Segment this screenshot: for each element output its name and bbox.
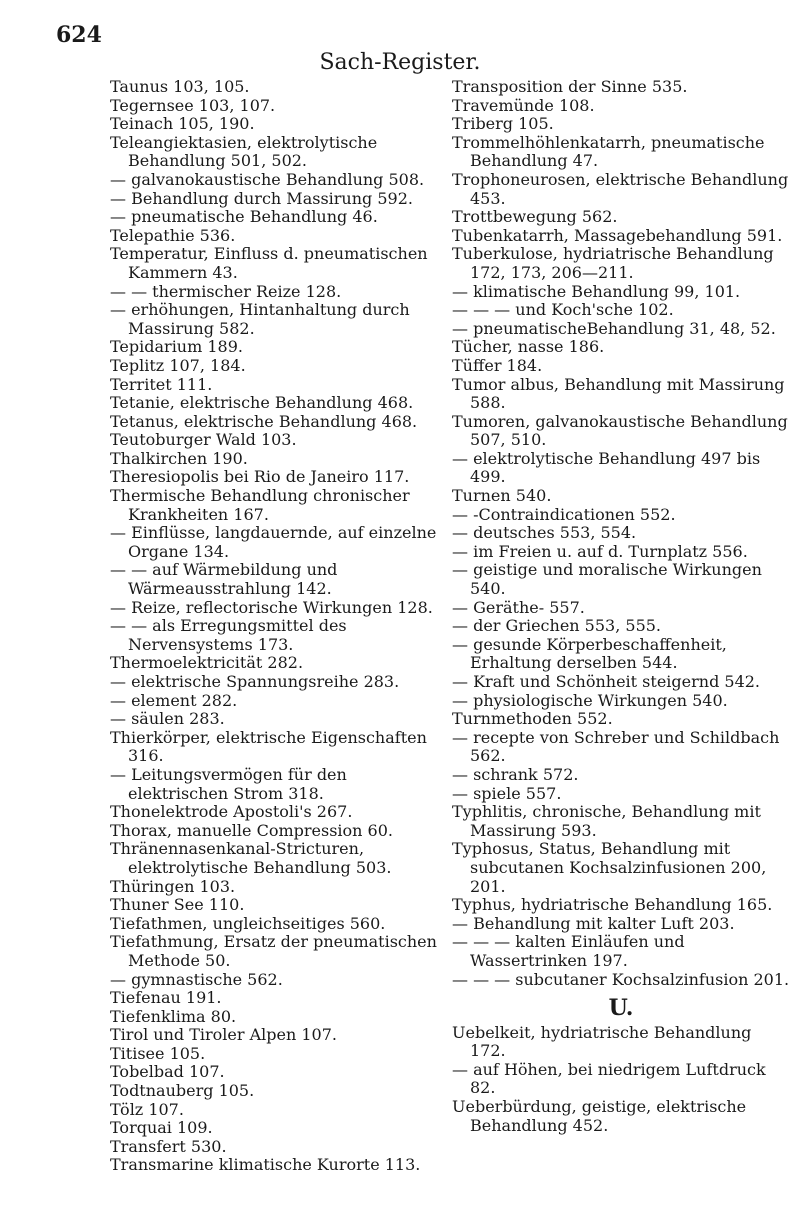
index-entry: Todtnauberg 105.	[110, 1081, 255, 1101]
index-entry: — — thermischer Reize 128.	[110, 281, 342, 301]
index-entry: Tetanus, elektrische Behandlung 468.	[110, 411, 418, 431]
index-entry: — deutsches 553, 554.	[452, 523, 637, 543]
index-entry: Theresiopolis bei Rio de Janeiro 117.	[110, 467, 410, 487]
index-entry: Tuberkulose, hydriatrische Behandlung 172, 173, 206—211.	[452, 244, 774, 282]
index-entry: Thorax, manuelle Compression 60.	[110, 820, 393, 840]
index-entry: Typhosus, Status, Behandlung mit subcutanen Kochsalzinfusionen 200, 201.	[452, 839, 767, 896]
index-entry: Torquai 109.	[110, 1118, 213, 1138]
index-entry: Teinach 105, 190.	[110, 114, 255, 134]
index-entry: Tobelbad 107.	[110, 1062, 225, 1082]
index-entry: — Behandlung durch Massirung 592.	[110, 188, 413, 208]
index-entry: Titisee 105.	[110, 1043, 206, 1063]
index-entry: Taunus 103, 105.	[110, 77, 250, 96]
index-entry: Transfert 530.	[110, 1136, 227, 1156]
index-entry: Tepidarium 189.	[110, 337, 243, 357]
index-entry: — Kraft und Schönheit steigernd 542.	[452, 672, 761, 691]
index-entry: Territet 111.	[110, 374, 213, 394]
index-entry: Tiefenau 191.	[110, 988, 222, 1008]
index-entry: Tumor albus, Behandlung mit Massirung 588.	[452, 374, 785, 413]
index-entry: Temperatur, Einfluss d. pneumatischen Kammern 43.	[110, 244, 428, 282]
index-entry: — Geräthe- 557.	[452, 597, 585, 617]
running-header: Sach-Register.	[319, 50, 481, 75]
index-section-t	[452, 78, 790, 989]
index-entry: — Leitungsvermögen für den elektrischen Strom 318.	[110, 764, 347, 803]
index-entry: Tumoren, galvanokaustische Behandlung 507, 510.	[452, 411, 788, 450]
index-entry: — auf Höhen, bei niedrigem Luftdruck 82.	[452, 1059, 766, 1098]
index-section-u	[452, 1024, 790, 1136]
index-entry: — gesunde Körperbeschaffenheit, Erhaltung derselben 544.	[452, 634, 727, 673]
index-entry: — gymnastische 562.	[110, 969, 283, 989]
index-entry: — klimatische Behandlung 99, 101.	[452, 281, 741, 301]
index-entry: Thermische Behandlung chronischer Krankheiten 167.	[110, 486, 410, 524]
index-entry: Typhus, hydriatrische Behandlung 165.	[452, 895, 773, 915]
index-entry: — elektrische Spannungsreihe 283.	[110, 672, 400, 691]
index-entry: — geistige und moralische Wirkungen 540.	[452, 560, 762, 599]
index-entry: Transposition der Sinne 535.	[452, 77, 688, 96]
index-entry: — schrank 572.	[452, 764, 579, 784]
index-entry: — recepte von Schreber und Schildbach 562.	[452, 727, 780, 766]
index-entry: Tölz 107.	[110, 1099, 184, 1119]
index-entry: — Behandlung mit kalter Luft 203.	[452, 913, 735, 933]
index-entry: Teplitz 107, 184.	[110, 355, 246, 375]
index-entry: Telepathie 536.	[110, 225, 236, 245]
index-entry: Uebelkeit, hydriatrische Behandlung 172.	[452, 1022, 752, 1061]
index-entry: — spiele 557.	[452, 783, 562, 803]
index-entry: — -Contraindicationen 552.	[452, 504, 676, 524]
index-entry: — säulen 283.	[110, 709, 225, 729]
index-entry: Triberg 105.	[452, 114, 554, 134]
index-entry: Thüringen 103.	[110, 876, 236, 896]
index-entry: Tiefathmung, Ersatz der pneumatischen Methode 50.	[110, 932, 437, 970]
index-entry: — pneumatischeBehandlung 31, 48, 52.	[452, 318, 776, 338]
index-entry: Teleangiektasien, elektrolytische Behandlung 501, 502.	[110, 132, 378, 171]
index-entry: Turnen 540.	[452, 486, 552, 506]
index-entry: Tiefathmen, ungleichseitiges 560.	[110, 913, 386, 933]
index-entry: Tiefenklima 80.	[110, 1006, 237, 1026]
index-entry: Thierkörper, elektrische Eigenschaften 316.	[110, 727, 427, 766]
index-entry: — galvanokaustische Behandlung 508.	[110, 169, 425, 189]
index-entry: Typhlitis, chronische, Behandlung mit Massirung 593.	[452, 802, 761, 840]
index-entry: Thermoelektricität 282.	[110, 653, 304, 673]
index-entry: — Einflüsse, langdauernde, auf einzelne Organe 134.	[110, 523, 437, 561]
index-entry: — — — subcutaner Kochsalzinfusion 201.	[452, 969, 790, 989]
index-entry: Turnmethoden 552.	[452, 709, 613, 729]
index-entry: Trottbewegung 562.	[452, 207, 618, 227]
index-entry: Tegernsee 103, 107.	[110, 95, 276, 115]
index-entry: Ueberbürdung, geistige, elektrische Behandlung 452.	[452, 1097, 747, 1135]
index-column-left	[110, 78, 448, 1175]
index-entry: — erhöhungen, Hintanhaltung durch Massirung 582.	[110, 300, 410, 338]
index-entry: — der Griechen 553, 555.	[452, 616, 662, 636]
index-entry: — element 282.	[110, 690, 238, 710]
index-column-right	[452, 78, 790, 1135]
index-entry: Teutoburger Wald 103.	[110, 430, 297, 450]
index-entry: Tücher, nasse 186.	[452, 337, 605, 357]
page-number: 624	[56, 22, 102, 48]
index-entry: Thalkirchen 190.	[110, 448, 248, 468]
index-entry: — — auf Wärmebildung und Wärmeausstrahlung 142.	[110, 560, 338, 599]
index-entry: — pneumatische Behandlung 46.	[110, 207, 378, 227]
index-entry: — — — und Koch'sche 102.	[452, 300, 674, 320]
index-entry: Thränennasenkanal-Stricturen, elektrolytische Behandlung 503.	[110, 839, 392, 877]
index-entry: Thonelektrode Apostoli's 267.	[110, 802, 353, 822]
index-entry: Tetanie, elektrische Behandlung 468.	[110, 393, 414, 413]
index-entry: — — als Erregungsmittel des Nervensystems 173.	[110, 616, 347, 654]
index-entry: Tubenkatarrh, Massagebehandlung 591.	[452, 225, 783, 245]
index-entry: Trophoneurosen, elektrische Behandlung 453.	[452, 169, 789, 208]
index-entry: Thuner See 110.	[110, 895, 245, 915]
index-entry: Tüffer 184.	[452, 355, 543, 375]
index-entry: Transmarine klimatische Kurorte 113.	[110, 1155, 421, 1175]
index-entry: Tirol und Tiroler Alpen 107.	[110, 1025, 337, 1045]
section-letter-heading: U.	[608, 995, 634, 1022]
index-entry: Trommelhöhlenkatarrh, pneumatische Behandlung 47.	[452, 132, 765, 171]
index-entry: Travemünde 108.	[452, 95, 595, 115]
index-entry: — Reize, reflectorische Wirkungen 128.	[110, 597, 433, 617]
index-entry: — — — kalten Einläufen und Wassertrinken 197.	[452, 932, 685, 970]
index-entry: — physiologische Wirkungen 540.	[452, 690, 728, 710]
index-entry: — elektrolytische Behandlung 497 bis 499.	[452, 448, 761, 487]
index-entry: — im Freien u. auf d. Turnplatz 556.	[452, 541, 748, 561]
